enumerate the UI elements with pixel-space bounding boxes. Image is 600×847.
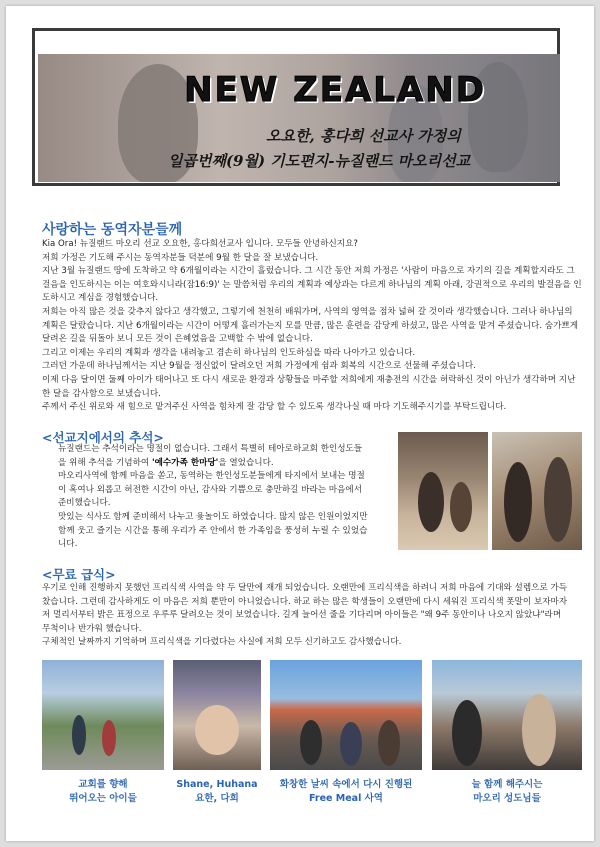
photo-figure [340,722,362,766]
photo-chuseok-gathering [398,432,488,550]
caption-maori-members [432,778,582,806]
photo-figure [300,720,322,765]
photo-figure [452,700,482,766]
page-title: NEW ZEALAND [184,70,486,110]
photo-figure [102,720,116,756]
caption-children [42,778,164,806]
caption-line: Shane, Huhana [176,779,258,790]
caption-free-meal [262,778,430,806]
section-heading-greeting: 사랑하는 동역자분들께 [42,222,183,238]
photo-figure [544,457,572,542]
section-body-chuseok [58,443,368,552]
photo-maori-members [432,660,582,770]
photo-figure [72,715,86,755]
caption-line: Free Meal 사역 [309,793,383,804]
caption-line: 늘 함께 해주시는 [471,779,543,790]
section-body-free-meal: 우기로 인해 진행하지 못했던 프리식색 사역을 약 두 달만에 재개 되었습니다. 오랜만에 프리식색을 하려니 저희 마음에 기대와 설렘으로 가득찼습니다. 그런데 감사하게도 이 마음은 저희 뿐만이 아니었습니다. 하교 하는 많은 학생들이 오랜만에 다시 세워진 프리식색 폿말이 보자마자 저 멀리서부터 밝은 표정으로 우루루 달려오는 것이 보였습니다. 길게 늘어선 줄을 기다리며 아이들은 "왜 9주 동안이나 나오지 않았냐"라며 무척이나 반가워 했습니다. 구체적인 날짜까지 기억하며 프리식색을 기다렸다는 사실에 저희 모두 신기하고도 감사했습니다. [42,583,568,648]
photo-figure [450,482,472,532]
photo-shane-huhana [173,660,261,770]
photo-figure [195,705,239,755]
caption-line: 교회를 향해 [78,779,128,790]
caption-line: 요한, 다희 [195,793,239,804]
subtitle-line1: 오요한, 홍다희 선교사 가정의 [266,127,461,145]
photo-free-meal [270,660,422,770]
section-body-greeting: Kia Ora! 뉴질랜드 마오리 선교 오요한, 홍다희선교사 입니다. 모두들 안녕하신지요? 저희 가정은 기도해 주시는 동역자분들 덕분에 9월 한 달을 잘 보냈습니다. 지난 3월 뉴질랜드 땅에 도착하고 약 6개월이라는 시간이 흘렀습니다. 그 시간 동안 저희 가정은 '사람이 마음으로 자기의 길을 계획할지라도 그 걸음을 인도하시는 이는 여호와시니라(잠16:9)' 는 말씀처럼 우리의 계획과 예상과는 다르게 하나님의 계획 아래, 강권적으로 우리의 발걸음을 인도하시고 계심을 경험했습니다. 저희는 아직 많은 것을 갖추지 않다고 생각했고, 그렇기에 천천히 배워가며, 사역의 영역을 점차 넓혀 갈 것이라 생각했습니다. 그러나 하나님의 계획은 달랐습니다. 지난 6개월이라는 시간이 어떻게 흘러가는지 모를 만큼, 많은 훈련을 감당케 하셨고, 많은 사역을 맡겨 주셨습니다. 숨가쁘게 달려온 길을 뒤돌아 보니 모든 것이 은혜였음을 고백할 수 밖에 없습니다. 그리고 이제는 우리의 계획과 생각을 내려놓고 겸손히 하나님의 인도하심을 따라 나아가고 있습니다. 그러던 가운데 하나님께서는 지난 9월을 정신없이 달려오던 저희 가정에게 쉼과 회복의 시간으로 선물해 주셨습니다. 이제 다음 달이면 둘째 아이가 태어나고 또 다시 새로운 환경과 상황들을 마주할 저희에게 재충전의 시간을 허락하신 것이 아닌가 생각하며 지난 한 달을 감사함으로 보냈습니다. 주께서 주신 위로와 새 힘으로 맡겨주신 사역을 힘차게 잘 감당 할 수 있도록 생각나실 때 마다 기도해주시기를 부탁드립니다. [42,239,582,413]
photo-chuseok-game [492,432,582,550]
chuseok-text-part2: 을 열었습니다. 마오리사역에 함께 마음을 쏟고, 동역하는 한인성도분들에게 타지에서 보내는 명절이 혹여나 외롭고 허전한 시간이 아닌, 감사와 기쁨으로 충만하길 바라는 마음에서 준비했습니다. 맛있는 식사도 함께 준비해서 나누고 윷놀이도 하였습니다. 많지 않은 인원이었지만 함께 웃고 즐기는 시간을 통해 우리가 주 안에서 한 가족임을 풍성히 누릴 수 있었습니다. [58,457,368,550]
section-heading-free-meal: <무료 급식> [42,567,116,582]
caption-line: 화창한 날씨 속에서 다시 진행된 [279,779,413,790]
subtitle-line2: 일곱번째(9월) 기도편지-뉴질랜드 마오리선교 [168,152,471,170]
caption-line: 마오리 성도님들 [473,793,541,804]
photo-figure [378,720,400,766]
section-heading-chuseok: <선교지에서의 추석> [42,430,164,445]
chuseok-event-name: '예수가족 한마당' [151,457,219,468]
photo-figure [504,462,532,542]
caption-line: 뛰어오는 아이들 [69,793,137,804]
photo-figure [418,472,444,532]
chuseok-text-part1: 뉴질랜드는 추석이라는 명절이 없습니다. 그래서 특별히 테아로하교회 한인성도들을 위해 추석을 기념하여 [58,444,363,468]
photo-children-running [42,660,164,770]
photo-figure [522,694,556,766]
caption-shane-huhana [166,778,268,806]
